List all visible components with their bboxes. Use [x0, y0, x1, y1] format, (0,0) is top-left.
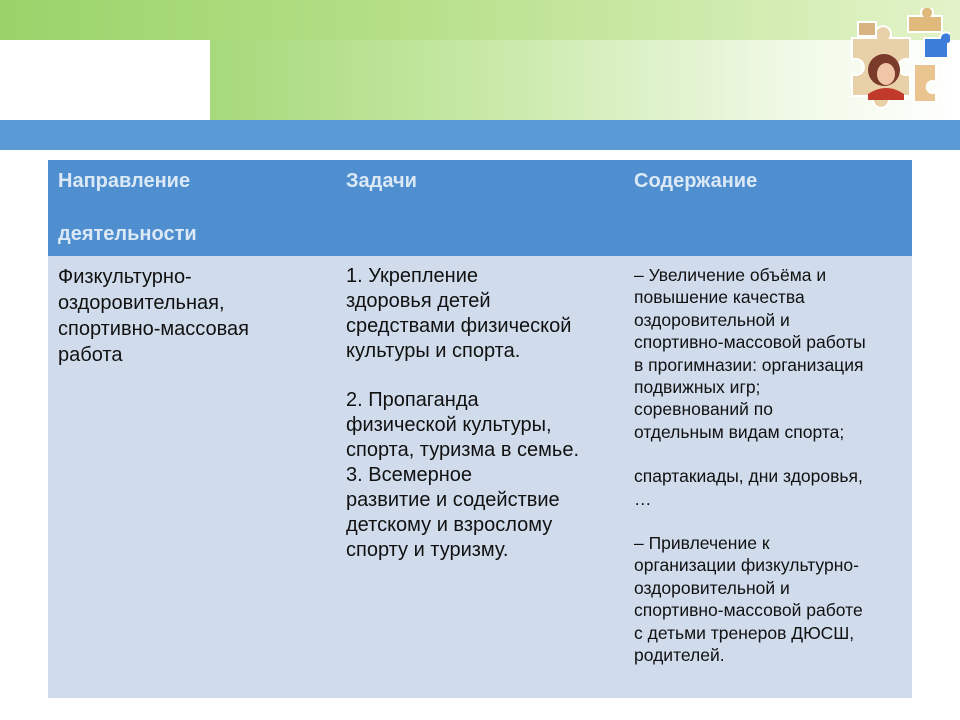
top-green-band	[0, 0, 960, 40]
header-direction-line2: деятельности	[58, 223, 197, 245]
cell-content	[634, 264, 909, 667]
header-content: Содержание	[634, 170, 758, 192]
content-paragraph-3: – Привлечение к организации физкультурно- оздоровительной и спортивно-массовой работе с детьми тренеров ДЮСШ, родителей.	[634, 533, 863, 666]
table-header-row	[48, 160, 912, 256]
activities-table	[48, 160, 912, 698]
header-direction-line1: Направление	[58, 170, 191, 192]
header-tasks: Задачи	[346, 170, 417, 192]
content-paragraph-2: спартакиады, дни здоровья, …	[634, 466, 863, 509]
cell-direction	[58, 264, 328, 368]
cell-direction-text: Физкультурно- оздоровительная, спортивно-массовая работа	[58, 266, 249, 366]
tasks-paragraph-1: 1. Укрепление здоровья детей средствами физической культуры и спорта.	[346, 265, 572, 362]
title-blue-band	[0, 120, 960, 150]
header-direction	[58, 168, 197, 247]
puzzle-photo-icon	[838, 8, 950, 112]
tasks-paragraph-2: 2. Пропаганда физической культуры, спорта, туризма в семье. 3. Всемерное развитие и содействие детскому и взрослому спорту и туризму.	[346, 389, 580, 561]
cell-tasks	[346, 264, 616, 563]
content-paragraph-1: – Увеличение объёма и повышение качества оздоровительной и спортивно-массовой работы в прогимназии: организация подвижных игр; соревнований по отдельным видам спорта;	[634, 265, 866, 442]
